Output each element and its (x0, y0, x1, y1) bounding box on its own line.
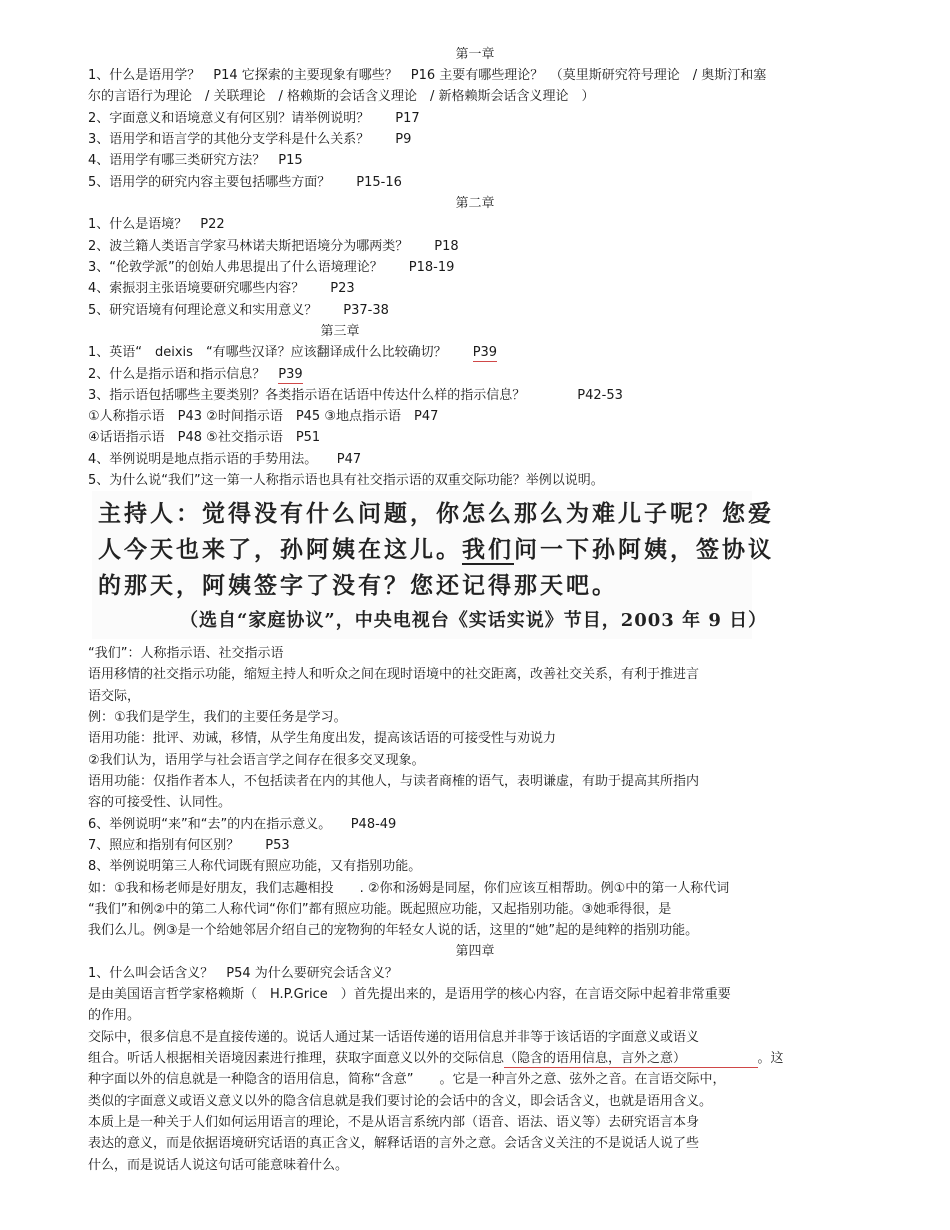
ch2-question-1: 1、什么是语境？ P22 (88, 217, 225, 232)
ch3-answer-8-line-3: 我们么儿。例③是一个给她邻居介绍自己的宠物狗的年轻女人说的话，这里的“她”起的是纯粹的指别功能。 (88, 923, 699, 938)
chapter3-title: 第三章 (320, 324, 360, 339)
ch3-question-3: 3、指示语包括哪些主要类别？各类指示语在话语中传达什么样的指示信息？ P42-53 (88, 388, 623, 403)
ch3-question-2 (88, 366, 303, 386)
quote-line-2b: 问一下孙阿姨，签协议 (514, 536, 774, 563)
ch4-question-1: 1、什么叫会话含义？ P54 为什么要研究会话含义？ (88, 966, 398, 981)
ch4-paragraph-2-line-2 (88, 1050, 784, 1070)
quote-line-2a: 人今天也来了，孙阿姨在这儿。 (98, 536, 462, 563)
ch1-question-2: 2、字面意义和语境意义有何区别？请举例说明？ P17 (88, 111, 420, 126)
ch3-answer-8-line-2: “我们”和例②中的第二人称代词“你们”都有照应功能。既起照应功能，又起指别功能。③她乖得很，是 (88, 902, 685, 917)
ch1-question-4: 4、语用学有哪三类研究方法？ P15 (88, 153, 303, 168)
quote-underlined-women: 我们 (462, 536, 514, 563)
ch3-example-1: 例：①我们是学生，我们的主要任务是学习。 (88, 710, 347, 725)
quote-line-1: 主持人：觉得没有什么问题，你怎么那么为难儿子呢？您爱 (98, 500, 774, 527)
quoted-excerpt-image (92, 491, 774, 639)
ch3-question-1-text: 1、英语“ deixis “有哪些汉译？应该翻译成什么比较确切？ (88, 345, 473, 360)
ch1-question-3: 3、语用学和语言学的其他分支学科是什么关系？ P9 (88, 132, 412, 147)
ch2-question-3: 3、“伦敦学派”的创始人弗思提出了什么语境理论？ P18-19 (88, 260, 455, 275)
ch3-question-4: 4、举例说明是地点指示语的手势用法。 P47 (88, 452, 362, 467)
ch4-p2-pre: 组合。听话人根据相关语境因素进行推理，获取字面意义以外的交际信息 (88, 1051, 505, 1066)
quote-line-2 (98, 531, 774, 564)
ch4-paragraph-3: 本质上是一种关于人们如何运用语言的理论，不是从语言系统内部（语音、语法、语义等）去研究语言本身 (88, 1115, 700, 1130)
quote-source: （选自“家庭协议”，中央电视台《实话实说》节目，2003 年 9 日） (180, 610, 768, 631)
chapter1-title: 第一章 (455, 47, 495, 62)
ch4-p2-red-underlined: （隐含的语用信息，言外之意） (504, 1051, 758, 1066)
ch2-question-2: 2、波兰籍人类语言学家马林诺夫斯把语境分为哪两类？ P18 (88, 239, 459, 254)
ch3-explanation-1: 语用移情的社交指示功能，缩短主持人和听众之间在现时语境中的社交距离，改善社交关系，有利于推进言 (88, 667, 700, 682)
ch4-paragraph-1: 是由美国语言哲学家格赖斯（ H.P.Grice ）首先提出来的，是语用学的核心内容，在言语交际中起着非常重要 (88, 987, 731, 1002)
ch3-explanation-2: 语交际， (88, 689, 141, 704)
ch1-question-1-cont: 尔的言语行为理论 / 关联理论 / 格赖斯的会话含义理论 / 新格赖斯会话含义理论 ） (88, 89, 595, 104)
ch3-women-label: “我们”：人称指示语、社交指示语 (88, 646, 284, 661)
ch4-p2-post: 。这 (757, 1051, 784, 1066)
ch1-question-5: 5、语用学的研究内容主要包括哪些方面？ P15-16 (88, 175, 402, 190)
ch2-question-5: 5、研究语境有何理论意义和实用意义？ P37-38 (88, 303, 389, 318)
ch3-question-1-page: P39 (472, 345, 498, 360)
ch4-paragraph-2: 交际中，很多信息不是直接传递的。说话人通过某一话语传递的语用信息并非等于该话语的字面意义或语义 (88, 1030, 700, 1045)
ch3-deixis-types-1: ①人称指示语 P43 ②时间指示语 P45 ③地点指示语 P47 (88, 409, 439, 424)
ch1-question-1: 1、什么是语用学？ P14 它探索的主要现象有哪些？ P16 主要有哪些理论？ （莫里斯研究符号理论 / 奥斯汀和塞 (88, 68, 767, 83)
quote-line-3: 的那天，阿姨签字了没有？您还记得那天吧。 (98, 572, 618, 599)
ch3-deixis-types-2: ④话语指示语 P48 ⑤社交指示语 P51 (88, 430, 321, 445)
ch3-answer-8-line-1: 如：①我和杨老师是好朋友，我们志趣相投 . ②你和汤姆是同屋，你们应该互相帮助。例①中的第一人称代词 (88, 881, 730, 896)
ch3-question-5: 5、为什么说“我们”这一第一人称指示语也具有社交指示语的双重交际功能？举例以说明。 (88, 473, 604, 488)
ch4-paragraph-3-line-3: 什么，而是说话人说这句话可能意味着什么。 (88, 1158, 349, 1173)
ch3-example-2: ②我们认为，语用学与社会语言学之间存在很多交叉现象。 (88, 753, 425, 768)
chapter4-title: 第四章 (455, 944, 495, 959)
ch2-question-4: 4、索振羽主张语境要研究哪些内容？ P23 (88, 281, 355, 296)
ch3-function-2: 语用功能：仅指作者本人，不包括读者在内的其他人，与读者商榷的语气，表明谦虚，有助于提高其所指内 (88, 774, 700, 789)
ch3-question-8: 8、举例说明第三人称代词既有照应功能，又有指别功能。 (88, 859, 422, 874)
ch3-question-2-page: P39 (278, 367, 303, 382)
ch3-function-2-cont: 容的可接受性、认同性。 (88, 795, 232, 810)
ch3-function-1: 语用功能：批评、劝诫，移情，从学生角度出发，提高该话语的可接受性与劝说力 (88, 731, 557, 746)
ch3-question-7: 7、照应和指别有何区别？ P53 (88, 838, 290, 853)
ch4-paragraph-1-cont: 的作用。 (88, 1008, 141, 1023)
ch3-question-2-text: 2、什么是指示语和指示信息？ (88, 367, 279, 382)
ch4-paragraph-2-line-4: 类似的字面意义或语义意义以外的隐含信息就是我们要讨论的会话中的含义，即会话含义，也就是语用含义。 (88, 1094, 713, 1109)
ch3-question-1 (88, 344, 497, 364)
ch3-question-6: 6、举例说明“来”和“去”的内在指示意义。 P48-49 (88, 817, 397, 832)
ch4-paragraph-2-line-3: 种字面以外的信息就是一种隐含的语用信息，简称“含意” 。它是一种言外之意、弦外之音。在言语交际中， (88, 1072, 726, 1087)
ch4-paragraph-3-line-2: 表达的意义，而是依据语境研究话语的真正含义，解释话语的言外之意。会话含义关注的不是说话人说了些 (88, 1136, 700, 1151)
chapter2-title: 第二章 (455, 196, 495, 211)
